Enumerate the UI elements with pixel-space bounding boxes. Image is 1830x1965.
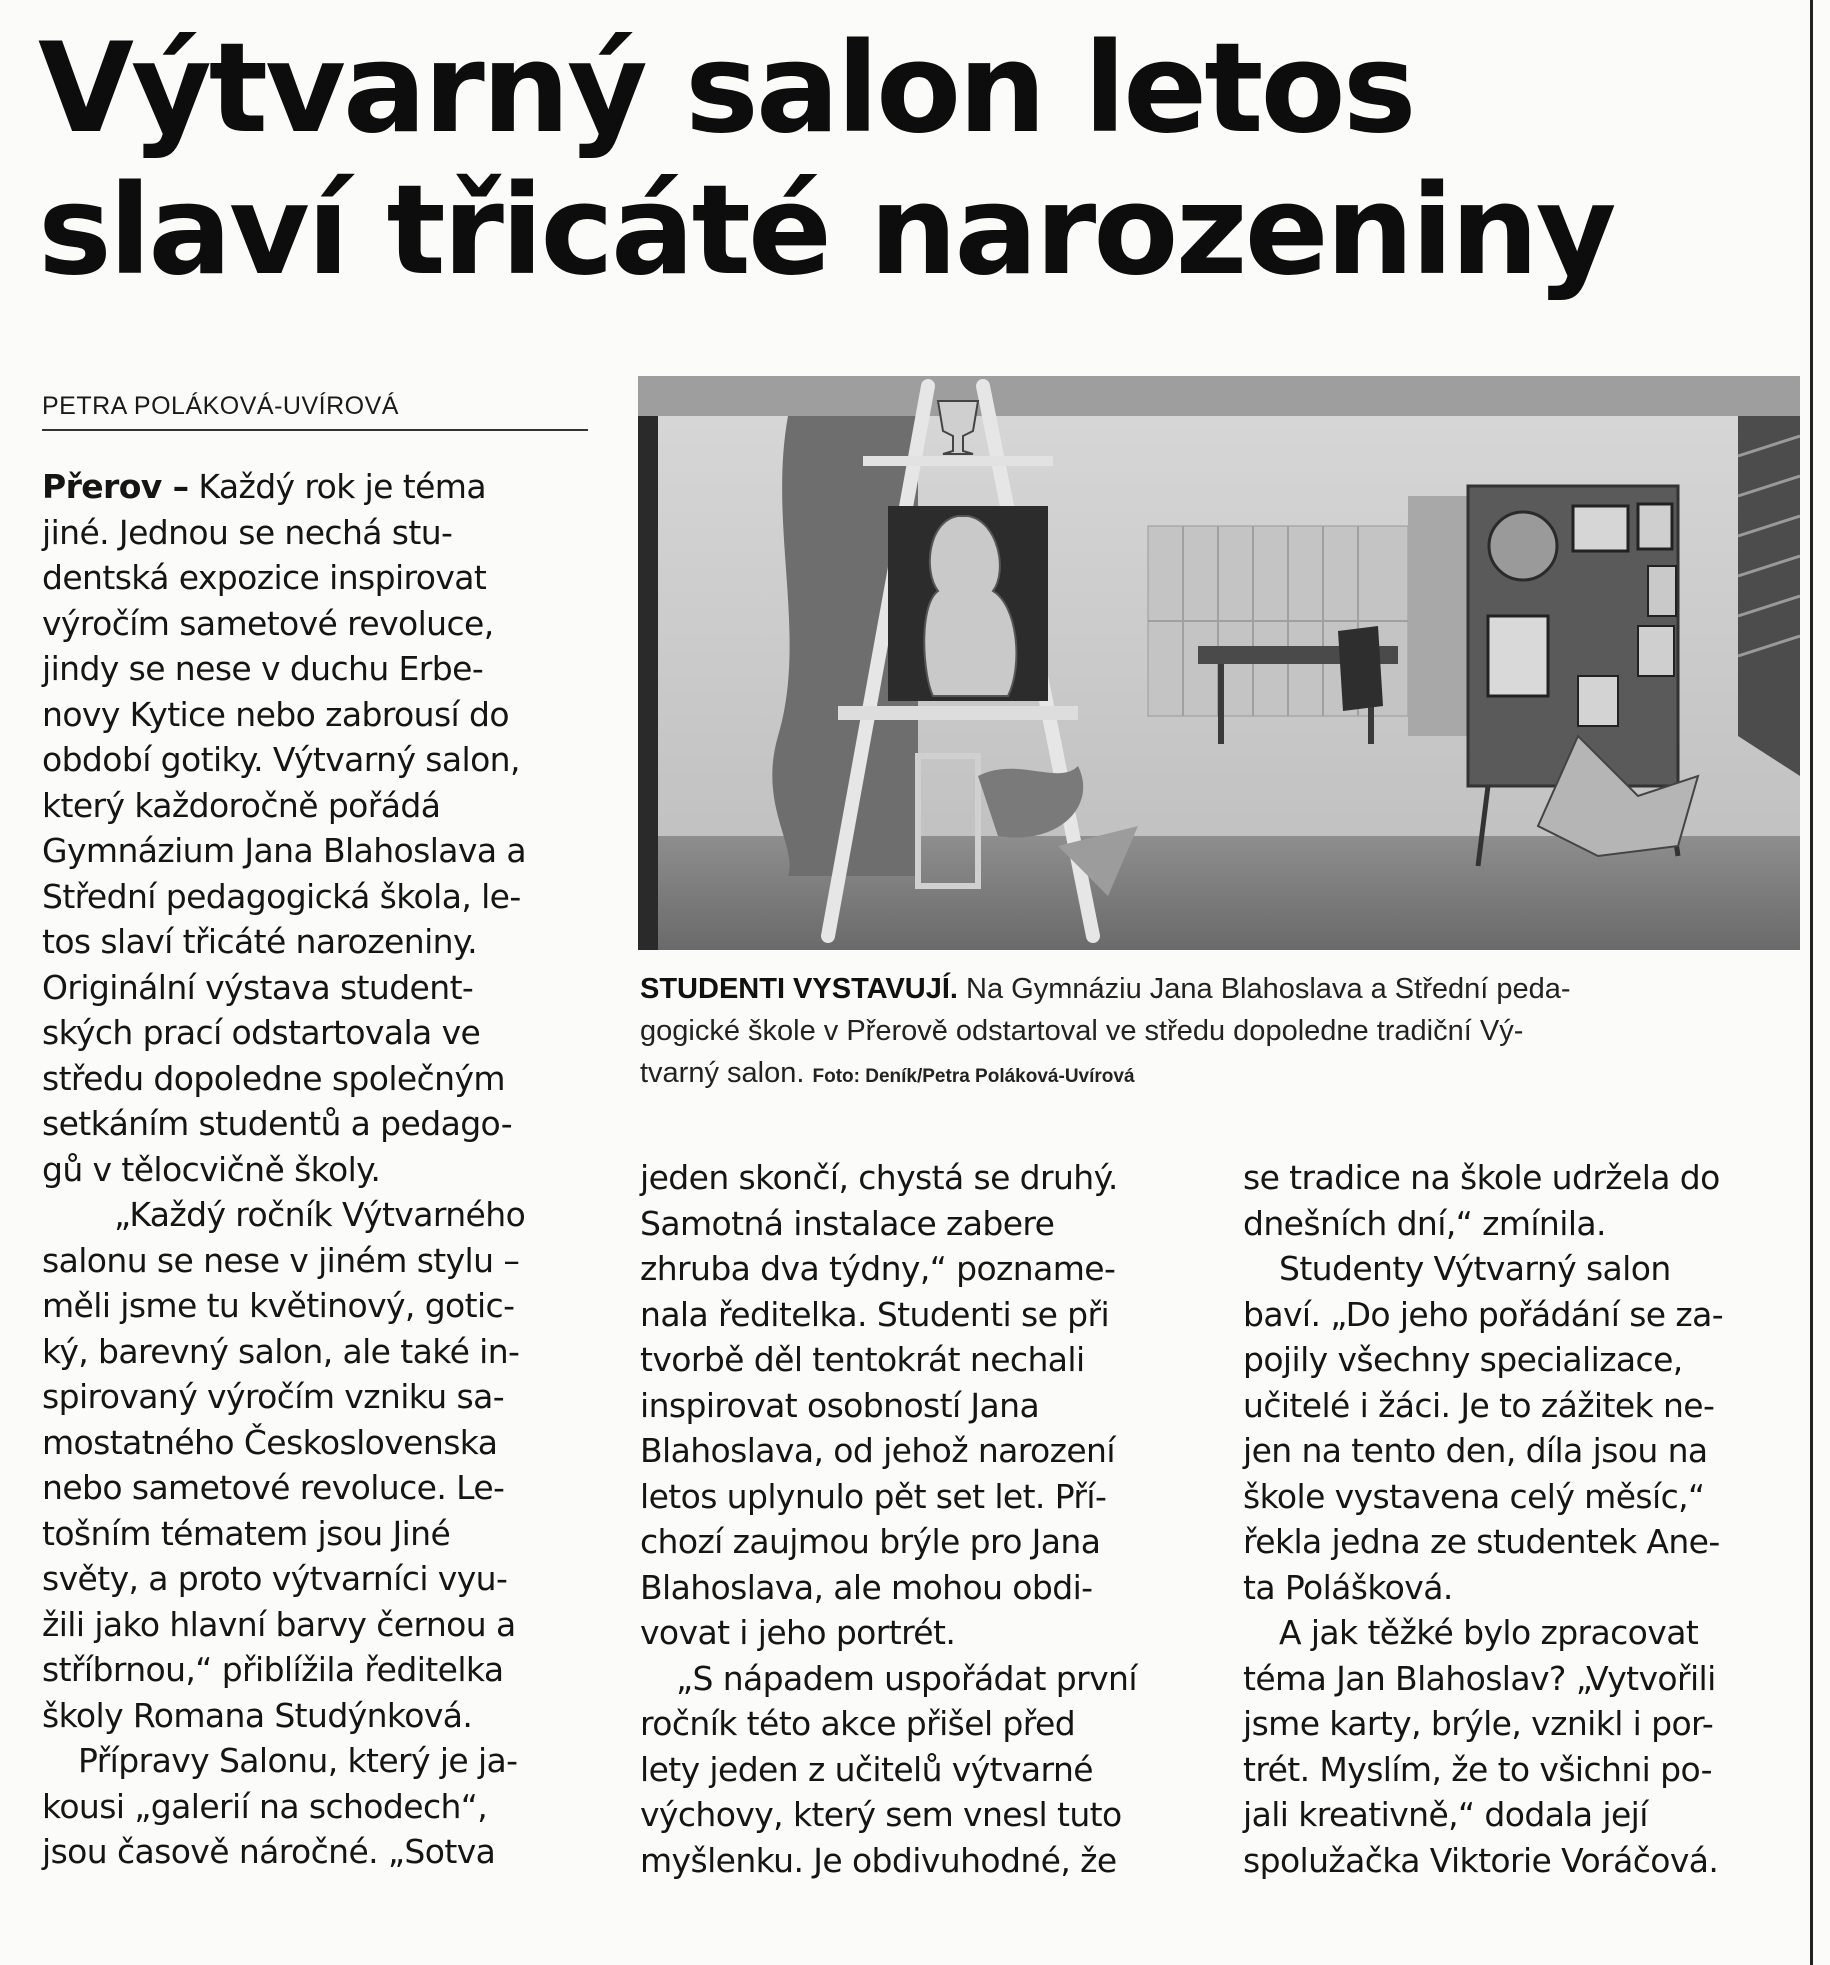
text-line: Blahoslava, od jehož narození [640,1431,1115,1470]
paragraph-5 [640,1656,1200,1884]
article-photo [638,376,1800,950]
text-line: období gotiky. Výtvarný salon, [42,740,520,779]
text-line: dnešních dní,“ zmínila. [1243,1203,1606,1243]
paragraph-1 [42,464,602,1192]
text-line: mostatného Československa [42,1422,498,1462]
text-line: výročím sametové revoluce, [42,603,494,643]
text-line: myšlenku. Je obdivuhodné, že [640,1840,1117,1880]
paragraph-6 [1243,1155,1803,1246]
text-line: Gymnázium Jana Blahoslava a [42,831,526,870]
text-line: téma Jan Blahoslav? „Vytvořili [1243,1658,1716,1698]
text-line: novy Kytice nebo zabrousí do [42,694,509,734]
text-line: Přerov – Každý rok je téma [42,467,486,506]
text-line: A jak těžké bylo zpracovat [1279,1613,1699,1652]
photo-caption [640,968,1800,1098]
text-line: Studenty Výtvarný salon [1279,1249,1671,1288]
text-line: vovat i jeho portrét. [640,1613,956,1652]
text-line: chozí zaujmou brýle pro Jana [640,1522,1101,1561]
text-line: Přípravy Salonu, který je ja- [78,1741,518,1780]
text-line: setkáním studentů a pedago- [42,1104,513,1143]
text-line: salonu se nese v jiném stylu – [42,1240,520,1280]
text-line: dentská expozice inspirovat [42,558,487,597]
text-line: nala ředitelka. Studenti se při [640,1294,1110,1334]
text-line: spolužačka Viktorie Voráčová. [1243,1840,1719,1880]
text-line: Blahoslava, ale mohou obdi- [640,1567,1093,1607]
text-line: výchovy, který sem vnesl tuto [640,1795,1122,1834]
text-line: středu dopoledne společným [42,1058,505,1098]
text-line: kousi „galerií na schodech“, [42,1786,488,1826]
text-line: Střední pedagogická škola, le- [42,876,521,916]
text-line: Samotná instalace zabere [640,1203,1055,1243]
text-line: řekla jedna ze studentek Ane- [1243,1522,1720,1561]
article-column-2 [640,1155,1200,1883]
text-line: tošním tématem jsou Jiné [42,1513,451,1553]
text-line: spirovaný výročím vzniku sa- [42,1377,505,1416]
text-line: Originální výstava student- [42,967,474,1007]
headline-line-1: Výtvarný salon letos [38,17,1414,161]
text-line: učitelé i žáci. Je to zážitek ne- [1243,1385,1715,1425]
text-line: letos uplynulo pět set let. Pří- [640,1476,1107,1516]
text-line: jiné. Jednou se nechá stu- [42,512,453,552]
paragraph-7 [1243,1246,1803,1610]
text-line: který každoročně pořádá [42,785,441,825]
text-line: škole vystavena celý měsíc,“ [1243,1476,1705,1516]
text-line: jali kreativně,“ dodala její [1243,1795,1648,1834]
paragraph-8 [1243,1610,1803,1883]
text-line: „Každý ročník Výtvarného [114,1195,526,1234]
article-column-3 [1243,1155,1803,1883]
text-line: ta Polášková. [1243,1567,1453,1607]
text-line: jsou časově náročné. „Sotva [42,1832,496,1871]
text-line: gů v tělocvičně školy. [42,1149,381,1189]
text-line: školy Romana Studýnková. [42,1695,473,1735]
text-line: inspirovat osobností Jana [640,1385,1040,1425]
text-line: měli jsme tu květinový, gotic- [42,1286,515,1325]
text-line: jsme karty, brýle, vznikl i por- [1243,1704,1714,1743]
text-line: světy, a proto výtvarníci vyu- [42,1559,508,1598]
text-line: nebo sametové revoluce. Le- [42,1468,505,1507]
paragraph-4 [640,1155,1200,1656]
byline: PETRA POLÁKOVÁ-UVÍROVÁ [42,392,588,431]
text-line: ročník této akce přišel před [640,1704,1076,1743]
page-edge-rule [1810,0,1813,1965]
caption-line: gogické škole v Přerově odstartoval ve středu dopoledne tradiční Vý- [640,1015,1524,1047]
text-line: se tradice na škole udržela do [1243,1158,1720,1197]
caption-line: STUDENTI VYSTAVUJÍ. Na Gymnáziu Jana Blahoslava a Střední peda- [640,973,1571,1005]
text-line: tvorbě děl tentokrát nechali [640,1340,1085,1379]
text-line: pojily všechny specializace, [1243,1340,1683,1379]
photo-of-school-exhibition [638,376,1800,950]
paragraph-3 [42,1738,602,1875]
caption-line: tvarný salon. Foto: Deník/Petra Poláková-Uvírová [640,1057,1135,1089]
text-line: ký, barevný salon, ale také in- [42,1331,520,1371]
text-line: ských prací odstartovala ve [42,1013,481,1052]
headline-line-2: slaví třicáté narozeniny [38,159,1614,303]
text-line: zhruba dva týdny,“ poznamе- [640,1249,1116,1288]
photo-credit: Foto: Deník/Petra Poláková-Uvírová [812,1066,1135,1087]
text-line: trét. Myslím, že to všichni po- [1243,1749,1712,1789]
text-line: stříbrnou,“ přiblížila ředitelka [42,1650,504,1689]
paragraph-2 [42,1192,602,1738]
text-line: jen na tento den, díla jsou na [1243,1431,1708,1470]
caption-head: STUDENTI VYSTAVUJÍ. [640,973,958,1005]
text-line: žili jako hlavní barvy černou a [42,1604,516,1644]
text-line: lety jeden z učitelů výtvarné [640,1749,1093,1789]
text-line: tos slaví třicáté narozeniny. [42,922,478,961]
text-line: jindy se nese v duchu Erbe- [42,649,484,688]
headline [38,18,1798,302]
dateline: Přerov – [42,467,189,506]
text-line: jeden skončí, chystá se druhý. [640,1158,1118,1197]
text-line: baví. „Do jeho pořádání se za- [1243,1294,1724,1334]
article-column-1 [42,464,602,1875]
text-line: „S nápadem uspořádat první [676,1658,1137,1698]
